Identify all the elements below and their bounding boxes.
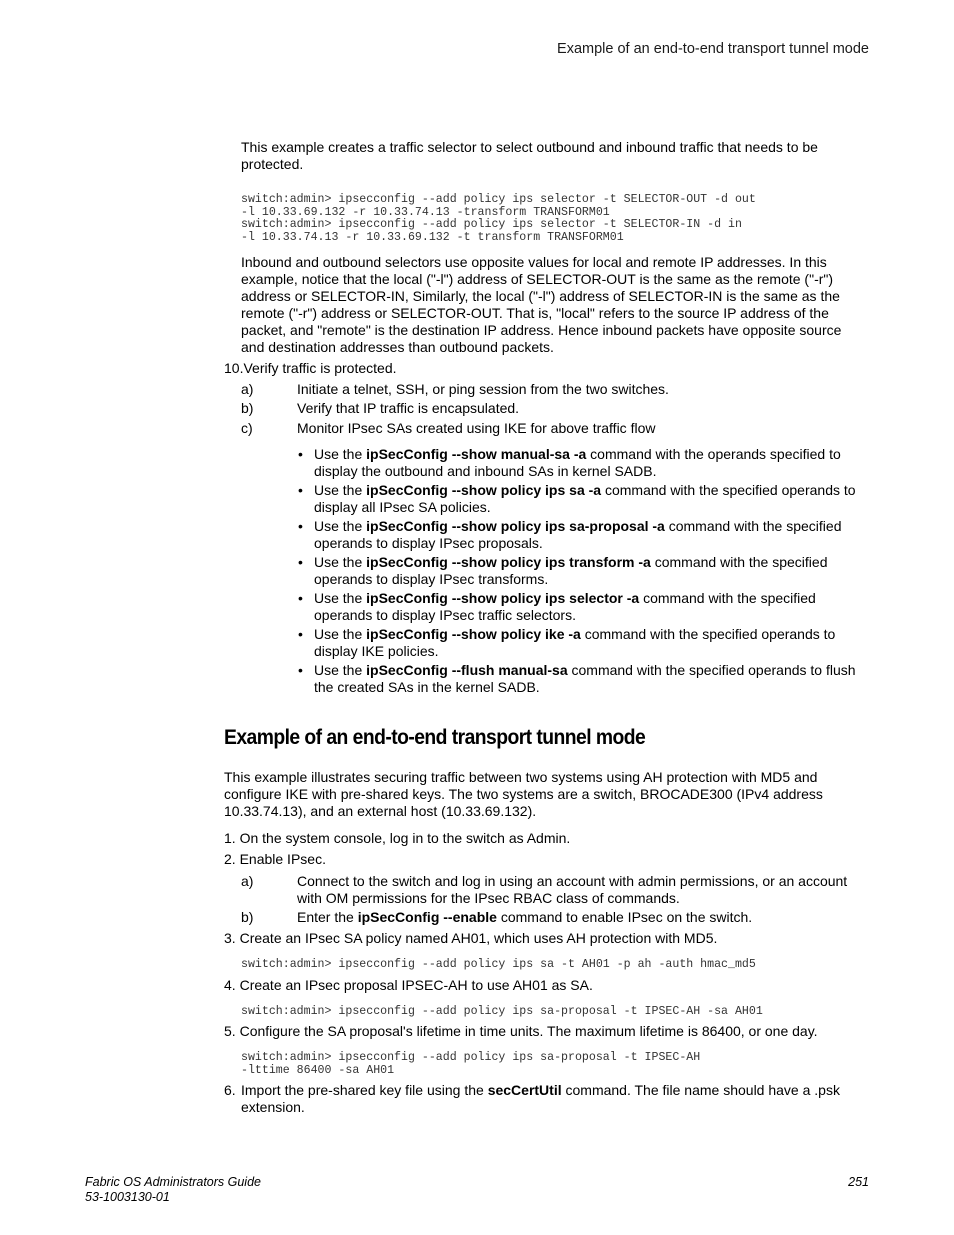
bullet-item — [314, 662, 862, 696]
bullet-text-post: command with the specified operands to display IPsec transforms. — [314, 554, 828, 587]
bullet-text-pre: Use the — [314, 662, 367, 678]
substep-text-pre: Enter the — [297, 909, 358, 925]
step-number: 1. — [224, 830, 236, 846]
step-number: 2. — [224, 851, 236, 867]
step-text: On the system console, log in to the switch as Admin. — [239, 830, 571, 846]
substep-letter: b) — [241, 400, 254, 416]
bullet-item — [314, 590, 862, 624]
step-text: Verify traffic is protected. — [243, 360, 397, 376]
bullet-glyph: • — [298, 626, 303, 642]
code-block-sa-proposal: switch:admin> ipsecconfig --add policy ips sa-proposal -t IPSEC-AH -sa AH01 — [241, 1005, 763, 1018]
substep-text — [297, 909, 862, 926]
running-header: Example of an end-to-end transport tunnel mode — [557, 41, 869, 57]
bullet-text-pre: Use the — [314, 482, 367, 498]
code-line: switch:admin> ipsecconfig --add policy ips sa-proposal -t IPSEC-AH — [241, 1051, 701, 1064]
bullet-text-post: command with the specified operands to display IPsec proposals. — [314, 518, 842, 551]
bullet-item — [314, 482, 862, 516]
bullet-glyph: • — [298, 446, 303, 462]
bullet-text-post: command with the specified operands to display IKE policies. — [314, 626, 836, 659]
step-number: 5. — [224, 1023, 236, 1039]
command-name: ipSecConfig --flush manual-sa — [366, 662, 568, 678]
substep-text-post: command to enable IPsec on the switch. — [496, 909, 753, 925]
bullet-item — [314, 446, 862, 480]
step-text: Create an IPsec SA policy named AH01, which uses AH protection with MD5. — [239, 930, 718, 946]
step-number: 4. — [224, 977, 236, 993]
bullet-text-pre: Use the — [314, 554, 367, 570]
bullet-text-post: command with the operands specified to display the outbound and inbound SAs in kernel SADB. — [314, 446, 841, 479]
command-name: ipSecConfig --show policy ips transform -a — [366, 554, 651, 570]
bullet-item — [314, 518, 862, 552]
command-name: ipSecConfig --show manual-sa -a — [366, 446, 587, 462]
command-name: secCertUtil — [487, 1082, 562, 1098]
code-line: -lttime 86400 -sa AH01 — [241, 1063, 395, 1077]
code-line: -l 10.33.69.132 -r 10.33.74.13 -transform TRANSFORM01 — [241, 205, 610, 219]
step-6 — [224, 1082, 236, 1099]
step-text-pre: Import the pre-shared key file using the — [241, 1082, 488, 1098]
code-line: switch:admin> ipsecconfig --add policy ips selector -t SELECTOR-IN -d in — [241, 218, 742, 231]
bullet-text-post: command with the specified operands to display IPsec traffic selectors. — [314, 590, 816, 623]
step-text: Enable IPsec. — [239, 851, 326, 867]
substep-letter: a) — [241, 873, 254, 889]
bullet-item — [314, 554, 862, 588]
bullet-glyph: • — [298, 518, 303, 534]
step-number: 10. — [224, 360, 244, 376]
bullet-text-post: command with the specified operands to flush the created SAs in the kernel SADB. — [314, 662, 856, 695]
bullet-item — [314, 626, 862, 660]
bullet-glyph: • — [298, 482, 303, 498]
code-line: switch:admin> ipsecconfig --add policy ips selector -t SELECTOR-OUT -d out — [241, 193, 756, 206]
command-name: ipSecConfig --show policy ike -a — [366, 626, 581, 642]
code-line: -l 10.33.74.13 -r 10.33.69.132 -t transform TRANSFORM01 — [241, 230, 624, 244]
bullet-glyph: • — [298, 662, 303, 678]
bullet-glyph: • — [298, 554, 303, 570]
footer-page-number: 251 — [848, 1175, 869, 1189]
step-5 — [224, 1023, 818, 1040]
substep-text: Monitor IPsec SAs created using IKE for above traffic flow — [297, 420, 656, 436]
step-10 — [224, 360, 397, 377]
selector-explanation-paragraph: Inbound and outbound selectors use opposite values for local and remote IP addresses. In this example, notice that the local ("-l") address of SELECTOR-OUT is the same as the remote ("-r") address or SELECTOR-IN, Similarly, the local ("-l") address of SELECTOR-IN is the same as the remote ("-r") address or SELECTOR-OUT. That is, "local" refers to the source IP address of the packet, and "remote" is the destination IP address. Hence inbound packets have opposite source and destination addresses than outbound packets. — [241, 254, 842, 355]
code-block-selectors — [241, 194, 756, 244]
step-2 — [224, 851, 326, 868]
command-name: ipSecConfig --show policy ips sa-proposal -a — [366, 518, 665, 534]
substep-letter: c) — [241, 420, 253, 436]
step-text: Configure the SA proposal's lifetime in time units. The maximum lifetime is 86400, or one day. — [239, 1023, 818, 1039]
command-name: ipSecConfig --show policy ips sa -a — [366, 482, 602, 498]
bullet-glyph: • — [298, 590, 303, 606]
command-name: ipSecConfig --enable — [357, 909, 497, 925]
step-3 — [224, 930, 717, 947]
step-6-text — [241, 1082, 856, 1116]
code-block-sa-policy: switch:admin> ipsecconfig --add policy ips sa -t AH01 -p ah -auth hmac_md5 — [241, 958, 756, 971]
substep-text: Initiate a telnet, SSH, or ping session from the two switches. — [297, 381, 669, 397]
bullet-text-post: command with the specified operands to display all IPsec SA policies. — [314, 482, 856, 515]
bullet-text-pre: Use the — [314, 518, 367, 534]
code-block-lifetime — [241, 1052, 700, 1077]
step-1 — [224, 830, 570, 847]
bullet-text-pre: Use the — [314, 590, 367, 606]
bullet-text-pre: Use the — [314, 446, 367, 462]
substep-text: Verify that IP traffic is encapsulated. — [297, 400, 520, 416]
footer-doc-number: 53-1003130-01 — [85, 1190, 170, 1204]
bullet-text-pre: Use the — [314, 626, 367, 642]
step-4 — [224, 977, 593, 994]
substep-letter: a) — [241, 381, 254, 397]
step-number: 3. — [224, 930, 236, 946]
footer-doc-title: Fabric OS Administrators Guide — [85, 1175, 261, 1189]
section-heading: Example of an end-to-end transport tunnel mode — [224, 726, 646, 749]
step-text-post: command. The file name should have a .psk extension. — [241, 1082, 840, 1115]
substep-text: Connect to the switch and log in using an account with admin permissions, or an account with OM permissions for the IPsec RBAC class of commands. — [297, 873, 848, 906]
command-name: ipSecConfig --show policy ips selector -a — [366, 590, 640, 606]
step-number: 6. — [224, 1082, 236, 1098]
step-text: Create an IPsec proposal IPSEC-AH to use AH01 as SA. — [239, 977, 593, 993]
substep-letter: b) — [241, 909, 254, 925]
intro-paragraph: This example creates a traffic selector to select outbound and inbound traffic that needs to be protected. — [241, 139, 818, 172]
section-intro-paragraph: This example illustrates securing traffic between two systems using AH protection with MD5 and configure IKE with pre-shared keys. The two systems are a switch, BROCADE300 (IPv4 address 10.33.74.13), and an external host (10.33.69.132). — [224, 769, 823, 819]
